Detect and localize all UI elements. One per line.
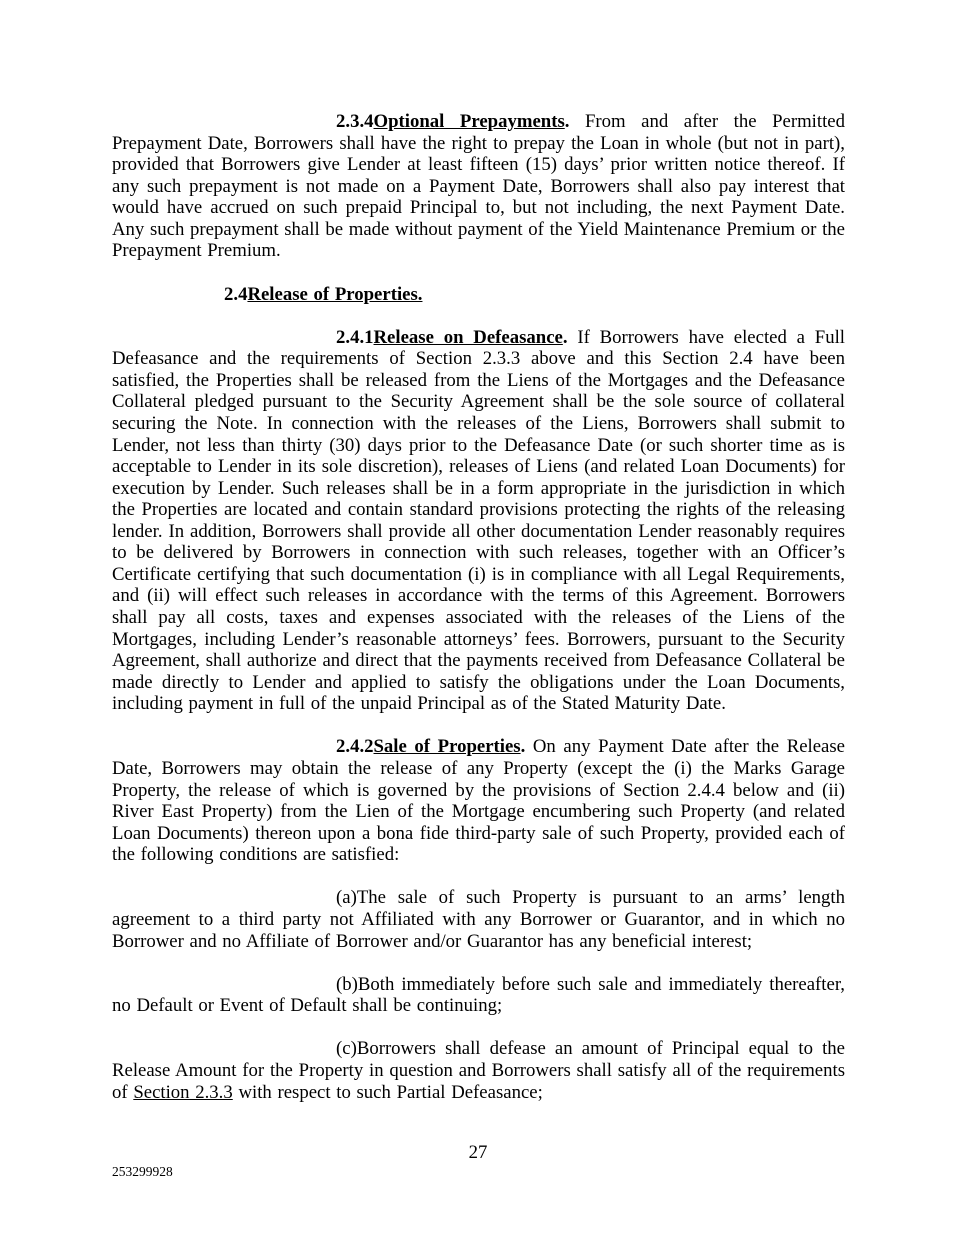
heading-2.4-release-of-properties [112, 284, 845, 306]
paragraph-2.4.1-release-on-defeasance [112, 327, 845, 715]
section-title-sale-of-properties: Sale of Properties [373, 736, 521, 758]
clause-text: Borrowers shall defease an amount of Principal equal to the Release Amount for the Property in question and Borrowers shall satisfy all of the requirements of [112, 1038, 845, 1103]
section-title-release-of-properties: Release of Properties. [247, 283, 423, 305]
section-2.3.3-reference: Section 2.3.3 [133, 1081, 233, 1103]
clause-a [112, 887, 845, 952]
section-number-2.4: 2.4 [224, 283, 248, 305]
clause-text: Both immediately before such sale and immediately thereafter, no Default or Event of Default shall be continuing; [112, 973, 845, 1017]
clause-text: The sale of such Property is pursuant to an arms’ length agreement to a third party not Affiliated with any Borrower or Guarantor, and in which no Borrower and no Affiliate of Borrower and/or Guarantor has any beneficial interest; [112, 887, 845, 952]
paragraph-2.3.4-optional-prepayments [112, 111, 845, 262]
section-title-release-on-defeasance: Release on Defeasance [373, 326, 563, 348]
page-number: 27 [468, 1142, 488, 1163]
section-title-period: . [562, 326, 568, 348]
clause-b [112, 974, 845, 1017]
clause-letter-a: (a) [336, 887, 357, 909]
paragraph-text: On any Payment Date after the Release Date, Borrowers may obtain the release of any Property (except the (i) the Marks Garage Property, the release of which is governed by the provisions of Section 2.4.4 below and (ii) River East Property) from the Lien of the Mortgage encumbering such Property (and related Loan Documents) thereon upon a bona fide third-party sale of such Property, provided each of the following conditions are satisfied: [112, 736, 845, 866]
section-number-2.3.4: 2.3.4 [336, 111, 374, 132]
paragraph-2.4.2-sale-of-properties [112, 736, 845, 865]
clause-text: with respect to such Partial Defeasance; [232, 1081, 543, 1103]
paragraph-text: If Borrowers have elected a Full Defeasance and the requirements of Section 2.3.3 above and this Section 2.4 have been satisfied, the Properties shall be released from the Liens of the Mortgages and the Defeasance Collateral pledged pursuant to the Security Agreement shall be the sole source of collateral securing the Note. In connection with the releases of the Liens, Borrowers shall submit to Lender, not less than thirty (30) days prior to the Defeasance Date (or such shorter time as is acceptable to Lender in its sole discretion), releases of Liens (and related Loan Documents) for execution by Lender. Such releases shall be in a form appropriate in the jurisdiction in which the Properties are located and contain standard provisions protecting the rights of the releasing lender. In addition, Borrowers shall provide all other documentation Lender reasonably requires to be delivered by Borrowers in connection with such releases, together with an Officer’s Certificate certifying that such documentation (i) is in compliance with all Legal Requirements, and (ii) will effect such releases in accordance with the terms of this Agreement. Borrowers shall pay all costs, taxes and expenses associated with the releases of the Liens of the Mortgages, including Lender’s reasonable attorneys’ fees. Borrowers, pursuant to the Security Agreement, shall authorize and direct that the payments received from Defeasance Collateral be made directly to Lender and applied to satisfy the obligations under the Loan Documents, including payment in full of the unpaid Principal as of the Stated Maturity Date. [112, 326, 845, 715]
section-number-2.4.2: 2.4.2 [336, 736, 374, 758]
document-id-stamp: 253299928 [112, 1164, 173, 1179]
section-title-period: . [564, 111, 570, 132]
section-title-optional-prepayments: Optional Prepayments [373, 111, 565, 132]
clause-letter-b: (b) [336, 973, 358, 995]
section-number-2.4.1: 2.4.1 [336, 326, 374, 348]
paragraph-text: From and after the Permitted Prepayment Date, Borrowers shall have the right to prepay the Loan in whole (but not in part), provided that Borrowers give Lender at least fifteen (15) days’ prior written notice thereof. If any such prepayment is not made on a Payment Date, Borrowers shall also pay interest that would have accrued on such prepaid Principal to, but not including, the next Payment Date. Any such prepayment shall be made without payment of the Yield Maintenance Premium or the Prepayment Premium. [112, 111, 846, 262]
document-body [112, 111, 845, 1103]
section-title-period: . [520, 736, 526, 758]
clause-c [112, 1038, 845, 1103]
clause-letter-c: (c) [336, 1038, 357, 1060]
